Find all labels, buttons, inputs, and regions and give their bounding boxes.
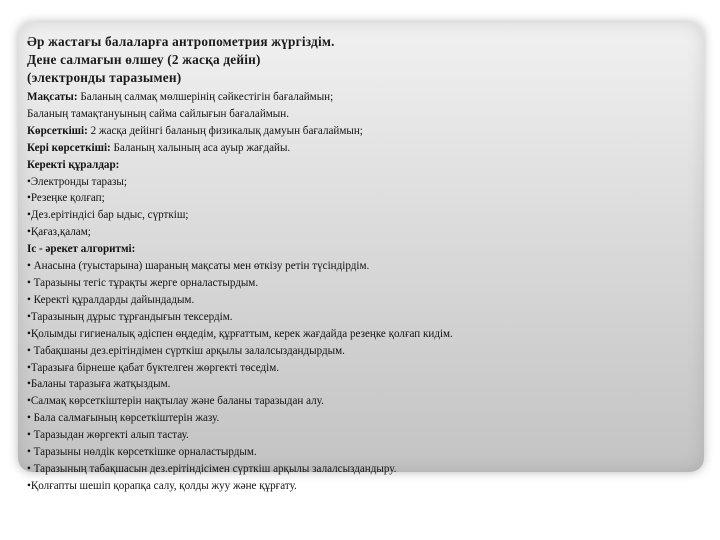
- indicator-line: [27, 123, 695, 140]
- title-line-2: Дене салмағын өлшеу (2 жасқа дейін): [27, 52, 261, 67]
- algorithm-step: • Таразыдан жөргекті алып тастау.: [27, 429, 189, 442]
- algorithm-step: • Табақшаны дез.ерітіндімен сүрткіш арқылы залалсыздандырдым.: [27, 344, 345, 357]
- slide-body: [27, 89, 695, 495]
- title-line-1: Әр жастағы балаларға антропометрия жүргіздім.: [27, 34, 335, 49]
- algorithm-step: • Керекті құралдарды дайындадым.: [27, 293, 195, 306]
- slide-content: [27, 33, 695, 495]
- purpose-label: Мақсаты:: [27, 91, 78, 103]
- negative-indicator-text: Баланың халының аса ауыр жағдайы.: [110, 141, 291, 154]
- negative-indicator-label: Кері көрсеткіші:: [27, 141, 111, 154]
- equipment-item: •Резеңке қолғап;: [27, 192, 105, 205]
- algorithm-step: • Анасына (туыстарына) шараның мақсаты мен өткізу ретін түсіндірдім.: [27, 260, 370, 273]
- algorithm-step: • Бала салмағының көрсеткіштерін жазу.: [27, 412, 220, 425]
- purpose-line: [27, 89, 695, 106]
- algorithm-step: •Таразыға бірнеше қабат бүктелген жөргекті төседім.: [27, 361, 280, 374]
- equipment-item: •Электронды таразы;: [27, 175, 127, 188]
- algorithm-step: •Салмақ көрсеткіштерін нақтылау және баланы таразыдан алу.: [27, 395, 324, 408]
- negative-indicator-line: [27, 140, 695, 157]
- algorithm-step: •Баланы таразыға жатқыздым.: [27, 378, 171, 391]
- algorithm-step: •Қолымды гигиеналық әдіспен өңдедім, құрғаттым, керек жағдайда резеңке қолғап кидім.: [27, 327, 453, 340]
- algorithm-heading: Іс - әрекет алгоритмі:: [27, 243, 136, 256]
- equipment-item: •Дез.ерітіндісі бар ыдыс, сүрткіш;: [27, 209, 189, 222]
- equipment-heading: Керекті құралдар:: [27, 158, 120, 171]
- indicator-label: Көрсеткіші:: [27, 124, 88, 137]
- algorithm-step: •Қолғапты шешіп қорапқа салу, қолды жуу және құрғату.: [27, 479, 297, 492]
- algorithm-step: • Таразының табақшасын дез.ерітіндісімен сүрткіш арқылы залалсыздандыру.: [27, 462, 397, 475]
- indicator-text: 2 жасқа дейінгі баланың физикалық дамуын бағалаймын;: [87, 124, 363, 137]
- purpose-text: Баланың салмақ мөлшерінің сәйкестігін бағалаймын;: [77, 91, 334, 103]
- equipment-item: •Қағаз,қалам;: [27, 226, 91, 239]
- slide-title: [27, 33, 695, 87]
- algorithm-step: •Таразының дұрыс тұрғандығын тексердім.: [27, 310, 233, 323]
- title-line-3: (электронды таразымен): [27, 70, 182, 85]
- algorithm-step: • Таразыны тегіс тұрақты жерге орналастырдым.: [27, 276, 259, 289]
- algorithm-step: • Таразыны нөлдік көрсеткішке орналастырдым.: [27, 446, 257, 459]
- purpose-continuation: Баланың тамақтануының сайма сайлығын бағалаймын.: [27, 107, 289, 120]
